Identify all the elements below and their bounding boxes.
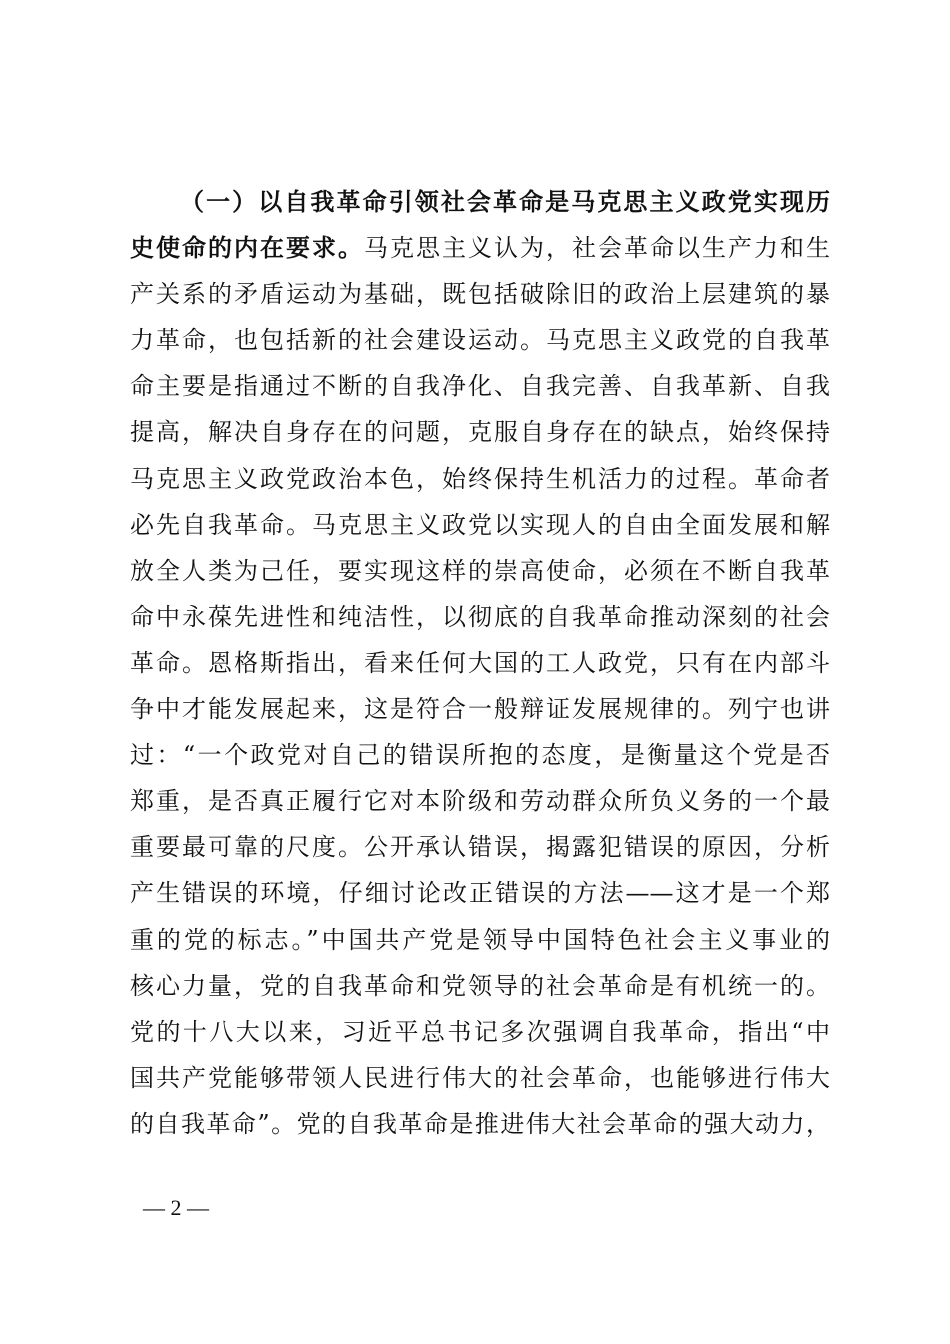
text-line-12: 争中才能发展起来，这是符合一般辩证发展规律的。列宁也讲 bbox=[130, 695, 830, 724]
heading-line-2 bbox=[130, 228, 830, 274]
text-line-7: 马克思主义政党政治本色，始终保持生机活力的过程。革命者 bbox=[130, 464, 830, 493]
text-line-3: 产关系的矛盾运动为基础，既包括破除旧的政治上层建筑的暴 bbox=[130, 280, 830, 309]
page-number: — 2 — bbox=[143, 1195, 209, 1220]
body-paragraph bbox=[130, 182, 830, 1150]
text-line-20: 国共产党能够带领人民进行伟大的社会革命，也能够进行伟大 bbox=[130, 1063, 830, 1092]
text-line-13: 过：“一个政党对自己的错误所抱的态度，是衡量这个党是否 bbox=[130, 741, 830, 770]
heading-line-2-bold: 史使命的内在要求。 bbox=[130, 233, 364, 263]
text-line-15: 重要最可靠的尺度。公开承认错误，揭露犯错误的原因，分析 bbox=[130, 833, 830, 862]
text-line-10: 命中永葆先进性和纯洁性，以彻底的自我革命推动深刻的社会 bbox=[130, 602, 830, 631]
heading-line-1: （一）以自我革命引领社会革命是马克思主义政党实现历 bbox=[180, 187, 830, 216]
text-line-16: 产生错误的环境，仔细讨论改正错误的方法——这才是一个郑 bbox=[130, 879, 830, 908]
text-line-21: 的自我革命”。党的自我革命是推进伟大社会革命的强大动力， bbox=[130, 1109, 830, 1138]
text-line-5: 命主要是指通过不断的自我净化、自我完善、自我革新、自我 bbox=[130, 372, 830, 401]
text-line-4: 力革命，也包括新的社会建设运动。马克思主义政党的自我革 bbox=[130, 326, 830, 355]
heading-line-2-rest: 马克思主义认为，社会革命以生产力和生 bbox=[364, 234, 830, 263]
text-line-17: 重的党的标志。”中国共产党是领导中国特色社会主义事业的 bbox=[130, 925, 830, 954]
text-line-9: 放全人类为己任，要实现这样的崇高使命，必须在不断自我革 bbox=[130, 556, 830, 585]
text-line-11: 革命。恩格斯指出，看来任何大国的工人政党，只有在内部斗 bbox=[130, 648, 830, 677]
text-line-6: 提高，解决自身存在的问题，克服自身存在的缺点，始终保持 bbox=[130, 418, 830, 447]
text-line-18: 核心力量，党的自我革命和党领导的社会革命是有机统一的。 bbox=[130, 971, 830, 1000]
text-line-8: 必先自我革命。马克思主义政党以实现人的自由全面发展和解 bbox=[130, 510, 830, 539]
text-line-19: 党的十八大以来，习近平总书记多次强调自我革命，指出“中 bbox=[130, 1017, 830, 1046]
text-line-14: 郑重，是否真正履行它对本阶级和劳动群众所负义务的一个最 bbox=[130, 787, 830, 816]
